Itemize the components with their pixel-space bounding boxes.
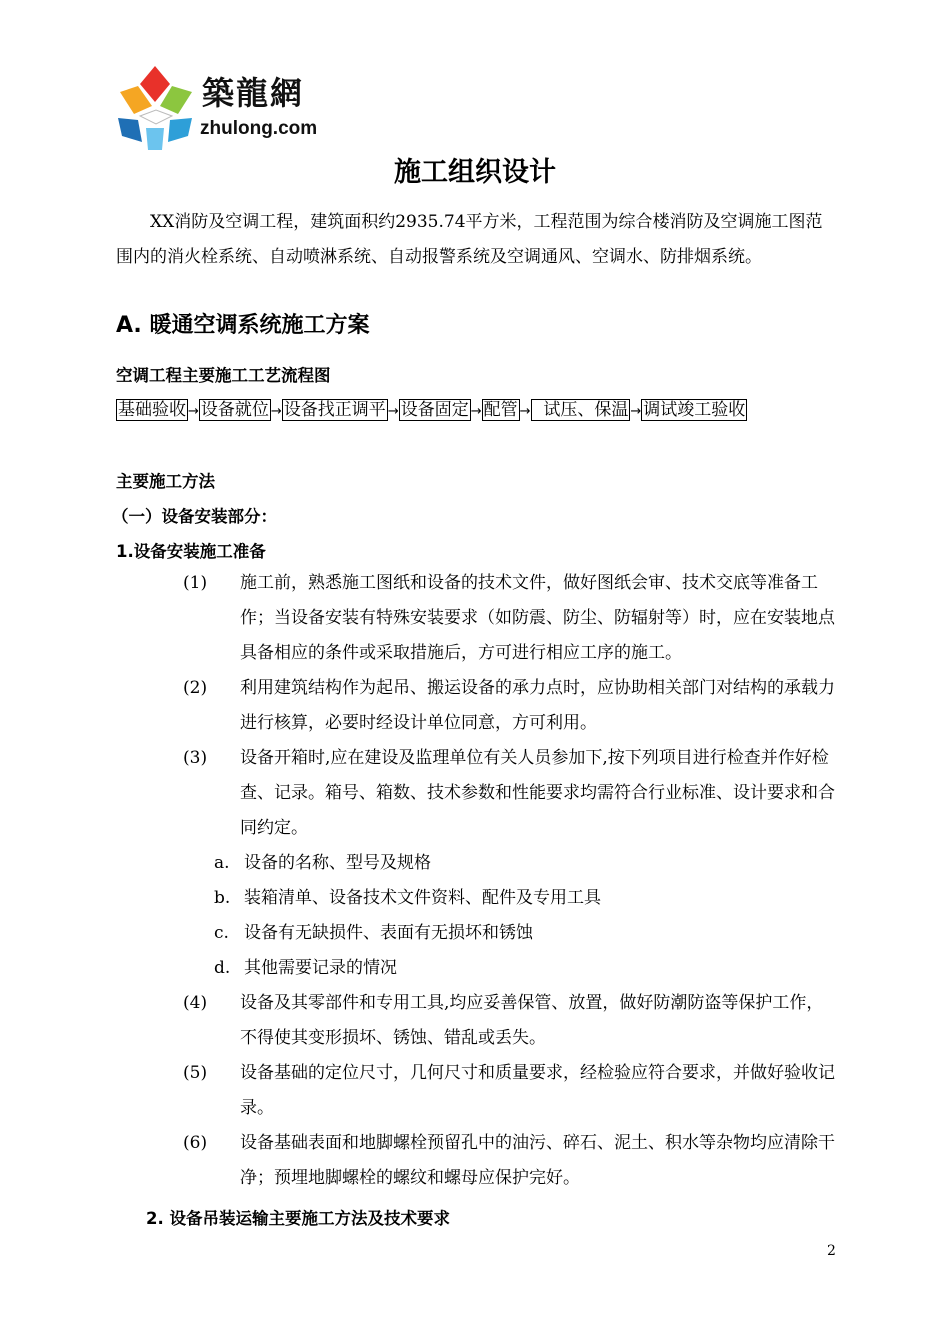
sub-item-text: 设备的名称、型号及规格	[244, 853, 431, 873]
flow-step-2: 设备就位	[200, 400, 269, 420]
flow-step-4: 设备固定	[400, 400, 469, 420]
sub-item-text: 其他需要记录的情况	[244, 958, 397, 978]
item-number: (4)	[183, 993, 208, 1013]
flow-step-6: 试压、保温	[532, 400, 629, 420]
item-text: 利用建筑结构作为起吊、搬运设备的承力点时，应协助相关部门对结构的承载力进行核算，必要时经设计单位同意，方可利用。	[240, 678, 835, 733]
item-text: 设备开箱时,应在建设及监理单位有关人员参加下,按下列项目进行检查并作好检查、记录。箱号、箱数、技术参数和性能要求均需符合行业标准、设计要求和合同约定。	[240, 748, 835, 838]
flow-arrow: →	[188, 404, 199, 419]
sub-item-letter: b.	[214, 888, 231, 908]
item-number: (5)	[183, 1063, 208, 1083]
logo-english-name: zhulong.com	[200, 118, 318, 139]
item-number: (1)	[183, 573, 208, 593]
part-heading: （一）设备安装部分：	[112, 507, 277, 526]
process-flow	[116, 393, 856, 429]
item-text: 设备及其零部件和专用工具,均应妥善保管、放置，做好防潮防盗等保护工作，不得使其变形损坏、锈蚀、错乱或丢失。	[240, 993, 824, 1048]
item-number: (3)	[183, 748, 208, 768]
sub-list-item	[214, 951, 397, 986]
flow-step-3: 设备找正调平	[283, 400, 386, 420]
item-text: 施工前，熟悉施工图纸和设备的技术文件，做好图纸会审、技术交底等准备工作；当设备安装有特殊安装要求（如防震、防尘、防辐射等）时，应在安装地点具备相应的条件或采取措施后，方可进行相应工序的施工。	[240, 573, 835, 663]
sub-list-item	[214, 881, 601, 916]
sub-item-text: 装箱清单、设备技术文件资料、配件及专用工具	[244, 888, 601, 908]
document-title: 施工组织设计	[394, 157, 556, 188]
flow-step-5: 配管	[483, 400, 518, 420]
flow-arrow: →	[519, 404, 531, 419]
item-number: (6)	[183, 1133, 208, 1153]
sub-item-letter: d.	[214, 958, 231, 978]
methods-heading: 主要施工方法	[116, 472, 215, 491]
flow-arrow: →	[387, 404, 399, 419]
sub-item-letter: c.	[214, 923, 229, 943]
flow-arrow: →	[270, 404, 282, 419]
sub-list-item	[214, 916, 533, 951]
flow-arrow: →	[630, 404, 642, 419]
page-number: 2	[827, 1243, 836, 1259]
sub-item-text: 设备有无缺损件、表面有无损坏和锈蚀	[244, 923, 533, 943]
flow-step-1: 基础验收	[118, 400, 186, 420]
flow-arrow: →	[470, 404, 482, 419]
sub-list-item	[214, 846, 431, 881]
item-text: 设备基础的定位尺寸，几何尺寸和质量要求，经检验应符合要求，并做好验收记录。	[240, 1063, 835, 1118]
item-text: 设备基础表面和地脚螺栓预留孔中的油污、碎石、泥土、积水等杂物均应清除干净；预埋地脚螺栓的螺纹和螺母应保护完好。	[240, 1133, 835, 1188]
item-number: (2)	[183, 678, 208, 698]
zhulong-logo	[112, 62, 332, 154]
sub1-heading: 1.设备安装施工准备	[116, 542, 266, 561]
flow-step-7: 调试竣工验收	[643, 400, 746, 420]
sub2-heading: 2. 设备吊装运输主要施工方法及技术要求	[146, 1209, 450, 1228]
intro-paragraph: XX消防及空调工程，建筑面积约2935.74平方米，工程范围为综合楼消防及空调施工图范围内的消火栓系统、自动喷淋系统、自动报警系统及空调通风、空调水、防排烟系统。	[116, 212, 823, 267]
section-a-heading: A. 暖通空调系统施工方案	[116, 313, 370, 338]
sub-item-letter: a.	[214, 853, 230, 873]
logo-chinese-name: 築龍網	[202, 74, 305, 112]
cube-logo-icon	[112, 62, 198, 154]
flow-heading: 空调工程主要施工工艺流程图	[116, 366, 331, 385]
